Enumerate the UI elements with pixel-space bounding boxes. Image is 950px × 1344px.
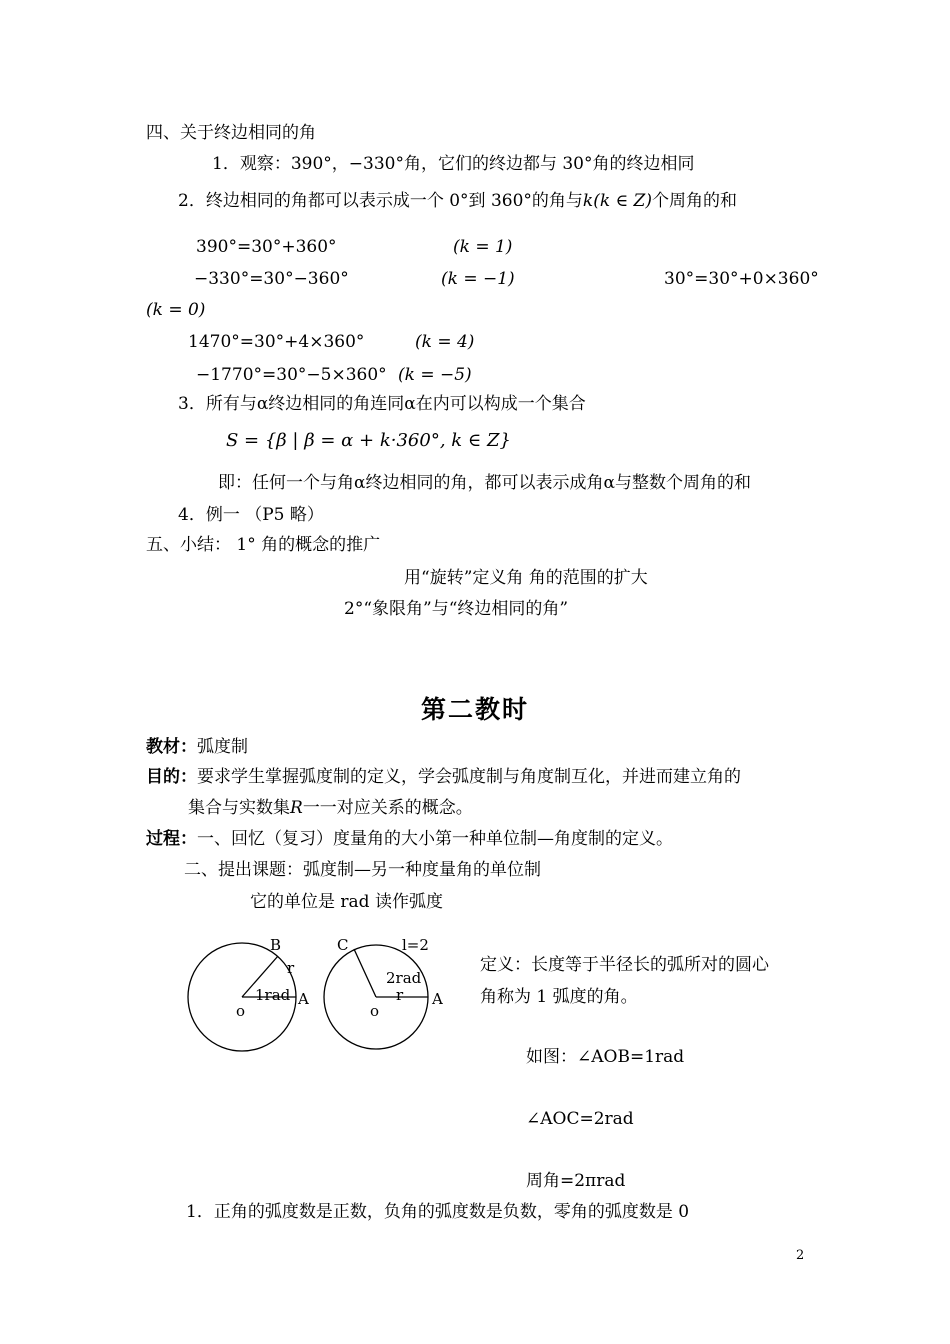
unit-line: 它的单位是 rad 读作弧度 bbox=[250, 892, 443, 912]
label-A2: A bbox=[432, 990, 443, 1008]
label-o2: o bbox=[370, 1002, 380, 1020]
item2-formula: k(k ∈ Z) bbox=[582, 191, 652, 211]
example4-expr: 1470°=30°+4×360° bbox=[188, 332, 365, 352]
goal-line bbox=[146, 766, 741, 788]
goal-line2 bbox=[188, 797, 473, 819]
section4-item2 bbox=[178, 190, 737, 212]
goal-text1: 要求学生掌握弧度制的定义，学会弧度制与角度制互化，并进而建立角的 bbox=[197, 767, 741, 787]
section4-item3: 3．所有与α终边相同的角连同α在内可以构成一个集合 bbox=[178, 394, 586, 414]
goal-text2-R: R bbox=[290, 798, 303, 818]
label-1rad: 1rad bbox=[255, 986, 291, 1004]
set-formula: S = {β | β = α + k·360°, k ∈ Z} bbox=[226, 430, 511, 451]
example1-expr: 390°=30°+360° bbox=[196, 237, 337, 257]
section4-item4: 4．例一 （P5 略） bbox=[178, 505, 324, 525]
item2-text: 2．终边相同的角都可以表示成一个 0°到 360°的角与 bbox=[178, 191, 583, 211]
definition-line1: 定义：长度等于半径长的弧所对的圆心 bbox=[480, 955, 769, 975]
example2-expr: −330°=30°−360° bbox=[194, 269, 349, 289]
example4-k: (k = 4) bbox=[415, 332, 475, 352]
process-label: 过程： bbox=[146, 829, 197, 849]
point1: 1．正角的弧度数是正数，负角的弧度数是负数，零角的弧度数是 0 bbox=[186, 1202, 690, 1222]
label-C: C bbox=[337, 936, 349, 954]
radius-oc bbox=[354, 949, 376, 997]
goal-text2a: 集合与实数集 bbox=[188, 798, 290, 818]
goal-text2b: 一一对应关系的概念。 bbox=[302, 798, 473, 818]
section4-item3-note: 即：任何一个与角α终边相同的角，都可以表示成角α与整数个周角的和 bbox=[218, 473, 751, 493]
section5-heading: 五、小结： 1° 角的概念的推广 bbox=[146, 535, 381, 555]
example2-k: (k = −1) bbox=[441, 269, 515, 289]
section4-heading: 四、关于终边相同的角 bbox=[146, 123, 316, 143]
material-label: 教材： bbox=[146, 737, 197, 757]
label-B: B bbox=[270, 936, 282, 954]
label-l2: l=2 bbox=[402, 936, 429, 954]
label-o1: o bbox=[236, 1002, 246, 1020]
material-text: 弧度制 bbox=[197, 737, 248, 757]
full-angle: 周角=2πrad bbox=[526, 1171, 626, 1191]
item2-tail: 个周角的和 bbox=[651, 191, 737, 211]
lesson-title: 第二教时 bbox=[420, 695, 529, 724]
example3-k: (k = 0) bbox=[146, 300, 206, 320]
label-r2: r bbox=[396, 986, 404, 1004]
definition-line2: 角称为 1 弧度的角。 bbox=[480, 987, 638, 1007]
process-line bbox=[146, 828, 673, 850]
example3-expr: 30°=30°+0×360° bbox=[664, 269, 819, 289]
goal-label: 目的： bbox=[146, 767, 197, 787]
process-text: 一、回忆（复习）度量角的大小第一种单位制—角度制的定义。 bbox=[197, 829, 673, 849]
section5-line3: 2°“象限角”与“终边相同的角” bbox=[344, 599, 569, 619]
example5-k: (k = −5) bbox=[398, 365, 472, 385]
label-r1: r bbox=[287, 959, 295, 977]
label-2rad: 2rad bbox=[386, 969, 422, 987]
example1-k: (k = 1) bbox=[453, 237, 513, 257]
section5-line2: 用“旋转”定义角 角的范围的扩大 bbox=[404, 568, 648, 588]
figure-aob: 如图：∠AOB=1rad bbox=[526, 1047, 685, 1067]
page-number: 2 bbox=[796, 1248, 805, 1263]
label-A1: A bbox=[298, 990, 309, 1008]
section4-item1: 1．观察：390°，−330°角，它们的终边都与 30°角的终边相同 bbox=[212, 154, 695, 174]
example5-expr: −1770°=30°−5×360° bbox=[196, 365, 387, 385]
step2: 二、提出课题：弧度制—另一种度量角的单位制 bbox=[184, 860, 541, 880]
material-line bbox=[146, 736, 248, 758]
figure-aoc: ∠AOC=2rad bbox=[526, 1109, 634, 1129]
